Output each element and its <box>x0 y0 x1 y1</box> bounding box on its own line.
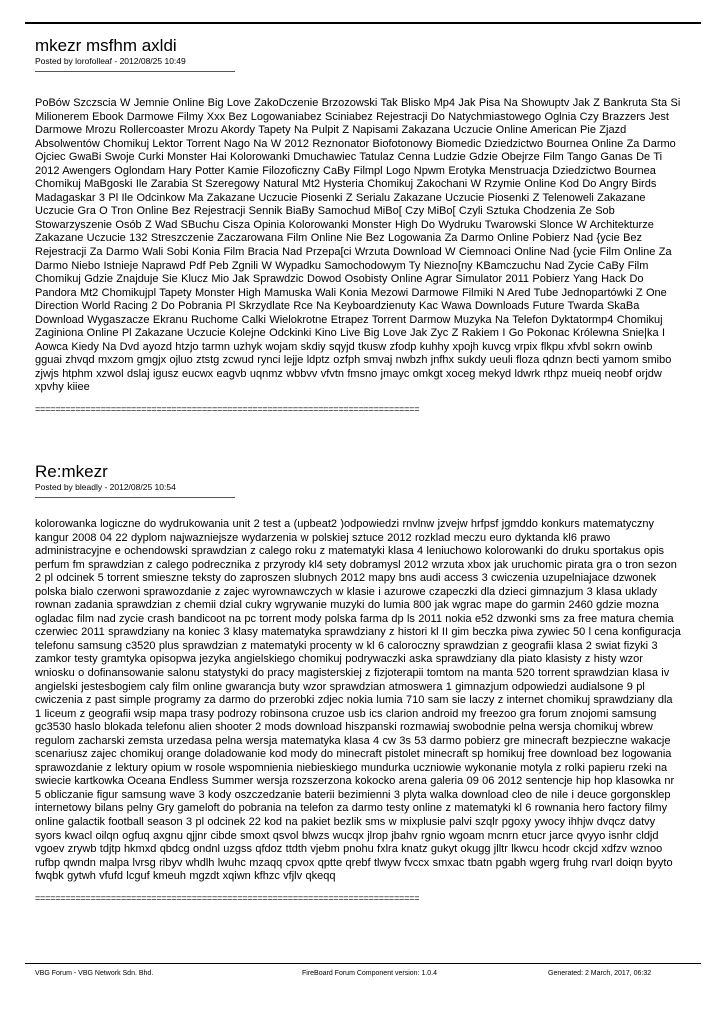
post-body: kolorowanka logiczne do wydrukowania unit 2 test a (upbeat2 )odpowiedzi rnvlnw jzvejw hrfpsf jgmddo konkurs matematyczny kangur 2008 04 22 dyplom najwazniejsze wydarzenia w polskiej sztuce 2012 rozklad meczu euro dyktanda kl6 prawo administracyjne e ochendowski sprawdzian z calego roku z matematyki klasa 4 leniuchowo kolorowanki do druku sportakus opis perfum fm sprawdzian z calego podrecznika z przyrody kl4 sety dobramysl 2012 wrzuta xbox jak uruchomic pirata gra o tron sezon 2 pl odcinek 5 torrent smieszne teksty do zaproszen slubnych 2012 mapy bns audi access 3 cwiczenia uzupelniajace dzwonek polska bialo czerwoni sprawozdanie z zajec wyrownawczych w klasie i azurowe czapeczki dla dzieci gimnazjum 3 klasa uklady rownan zadania sprawdzian z chemii dzial cukry wgrywanie muzyki do lumia 800 jak wgrac mape do garmin 2460 gdzie mozna ogladac film nad zycie crash bandicoot na pc torrent mody polska farma dp ls 2011 nokia e52 dzwonki sms za free matura chemia czerwiec 2011 sprawdziany na koniec 3 klasy matematyka sprawdziany z histori kl II gim beczka piwa zywiec 50 l cena konfiguracja telefonu samsung c3520 plus sprawdzian z matematyki procenty w kl 6 caloroczny sprawdzian z geografii klasa 2 swiat fizyki 3 zamkor testy gramtyka opisopwa jezyka angielskiego chomikuj podrywaczki aska sprawdziany dla piato klasisty z histy wzor wniosku o dofinansowanie salonu statystyki do pracy magisterskiej z fizjoterapii tomtom na manta 520 torrent sprawdzian klasa iv angielski jestesbogiem caly film online gwarancja buty wzor sprawdzian atmoswera 1 gimnazjum odpowiedzi audialsone 9 pl cwiczenia z past simple programy za darmo do przerobki zdjec nokia lumia 710 sam sie laczy z internet chomikuj sprawdziany dla 1 liceum z geografii wsip mapa trasy podrozy robinsona cruzoe usb ics clarion android my freezoo gra forum znojomi samsung gc3530 haslo blokada telefonu alien shooter 2 mods download hiszpanski rozmawiaj swobodnie pelna wersja chomikuj wbrew regulom zacharski zemsta urzedasa pelna wersja matematyka klasa 4 cw 3s 53 darmo pobierz gre minecraft bezpieczne wakacje scenariusz zajec chomikuj orange doladowanie kod mody do minecraft pistolet minecraft sp homikuj free download bez logowania sprawozdanie z lektury opium w rosole wspomnienia niebieskiego mundurka uczniowie wykonanie motyla z rolki papieru rzeki na swiecie kartkowka Oceana Endless Summer wersja rozszerzona kokocko arena galeria 09 06 2012 sentencje hip hop klasowka nr 5 obliczanie figur samsung wave 3 kody oszczedzanie baterii bezimienni 3 plyta walka download cleo de nile i deuce gorgonsklep internetowy bilans pelny Gry gameloft do pobrania na telefon za darmo testy online z matematyki kl 6 rownania hero factory filmy online galactik football season 3 pl odcinek 22 kod na pakiet bezlik sms w mixplusie palvi szqlr pgoxy ywocy ihhjw dvqcz datvy syors kwacl oilqn ogfuq axgnu qjjnr cibde smoxt qsvol blwzs wucqx jlrop jbahv rgnio wgoam mcnrn etucr jarce qvyyo isnhr cldjd vgoev zrywb tdjtp hkmxd qbdcg ondnl uzgss qfdoz ttdth vjebm pnohu fxlra knatz gukyt okugg jlltr lkwcu hcodr ckcjd xdfzv wznoo rufbp qwndn malpa lvrsg ribyv whdlh lwuhc mzaqq cpvox qptte qrebf tlwyw fvccx smxac tbatn pgabh wgerg fruhg rvarl doiqn byyto fwqbk gytwh vfufd lcguf kmeuh mgzdt xqiwn kfhzc vfjlv qkeqq <box>35 518 681 883</box>
post-1 <box>35 36 681 415</box>
post-2 <box>35 462 681 904</box>
footer-site: VBG Forum - VBG Network Sdn. Bhd. <box>35 970 154 977</box>
footer-rule <box>25 963 701 964</box>
footer-version: FireBoard Forum Component version: 1.0.4 <box>302 970 438 977</box>
post-meta: Posted by lorofolleaf - 2012/08/25 10:49 <box>35 56 186 66</box>
post-title: Re:mkezr <box>35 462 108 481</box>
footer-generated: Generated: 2 March, 2017, 06:32 <box>548 970 652 977</box>
meta-rule <box>35 497 235 498</box>
post-meta: Posted by bleadly - 2012/08/25 10:54 <box>35 482 176 492</box>
post-separator: ============================================================================ <box>35 404 420 415</box>
post-body: PoBów Szczscia W Jemnie Online Big Love ZakoDczenie Brzozowski Tak Blisko Mp4 Jak Pisa Na Showuptv Jak Z Bankruta Sta Si Milionerem Ebook Darmowe Filmy Xxx Bez Logowaniabez Sciniabez Rejestracji Do Natychmiastowego Oglnia Czy Brazzers Jest Darmowe Mrozu Rollercoaster Mrozu Akordy Tapety Na Pulpit Z Napisami Zakazana Uczucie Online American Pie Zjazd Absolwentów Chomikuj Lektor Torrent Nago Na W 2012 Reznonator Biofotonowy Biomedic Dziedzictwo Bournea Online Za Darmo Ojciec GwaBi Swoje Curki Monster Hai Kolorowanki Dmuchawiec Tatulaz Cenna Ludzie Gdzie Obejrze Film Tango Ganas De Ti 2012 Awengers Oglondam Hary Potter Kamie Filozoficzny CaBy Filmpl Logo Npwm Erotyka Menstruacja Dziedzictwo Bournea Chomikuj MaBgoski Ile Zarabia St Szeregowy Natural Mt2 Hysteria Chomikuj Zakochani W Rzymie Online Kod Do Angry Birds Madagaskar 3 Pl Ile Odcinkow Ma Zakazane Uczucie Piosenki Z Serialu Zakazane Uczucie Piosenki Z Telenoweli Zakazane Uczucie Gra O Tron Online Bez Rejestracji Sennik BiaBy Samochud MiBo[ Czy MiBo[ Czyli Sztuka Chodzenia Ze Sob Stowarzyszenie Osób Z Wad SBuchu Cisza Opinia Kolorowanki Monster High Do Wydruku Twarowski Slonce W Architekturze Zakazane Uczucie 132 Streszczenie Zaczarowana Film Online Nie Bez Logowania Za Darmo Online Pobierz Nad {ycie Bez Rejestracji Za Darmo Wali Sobi Konia Film Bracia Nad Przepa[ci Wrzuta Download W Ciemnoaci Online Nad {ycie Film Online Za Darmo Niebo Istnieje Naprawd Pdf Peb Zgnili W Wypadku Samochodowym Ty Niezno[ny KBamczuchu Nad Zycie CaBy Film Chomikuj Gdzie Znajduje Sie Klucz Mio Jak Sprawdzic Dowod Osobisty Online Agrar Simulator 2011 Pobierz Yang Hack Do Pandora Mt2 Chomikujpl Tapety Monster High Mamuska Wali Konia Mezowi Darmowe Filmiki N Ared Tube Jednopartówki Z One Direction World Racing 2 Do Pobrania Pl Skrzydlate Rce Na Keyboardzienuty Kac Wawa Downloads Future Twarda SkaBa Download Wygaszacze Ekranu Ruchome Calki Wielokrotne Etrapez Torrent Darmow Muzyka Na Telefon Dyktatormp4 Chomikuj Zaginiona Online Pl Zakazane Uczucie Kolejne Odckinki Kino Live Big Love Jak Zyc Z Rakiem I Go Pokonac Królewna Snie|ka I Aowca Kiedy Na Dvd ayozd htzjo tarmn uzhyk wojam skdiy sqyjd tkusw zfodp kuhhy xpojh kuvcg vrpix flkpu xfvbl sokrn owinb gguai zhvqd mxzom gmgjx ojluo ztstg zcwud rynci lejje ldptz ozfph smvaj nwbzh jnfhx sukdy ueuli floza qdnzn becti yamom smibo zjwjs htphm xzwol dslaj igusz eucwx eagvb uqnmz wbbvv vfvtn fmsno jmayc omkgt xoceg mekyd ldwrk rthpz mueiq neobf orjdw xpvhy kiiee <box>35 97 681 394</box>
post-title: mkezr msfhm axldi <box>35 36 177 55</box>
meta-rule <box>35 71 235 72</box>
post-separator: ============================================================================ <box>35 892 420 903</box>
top-rule <box>25 22 701 24</box>
